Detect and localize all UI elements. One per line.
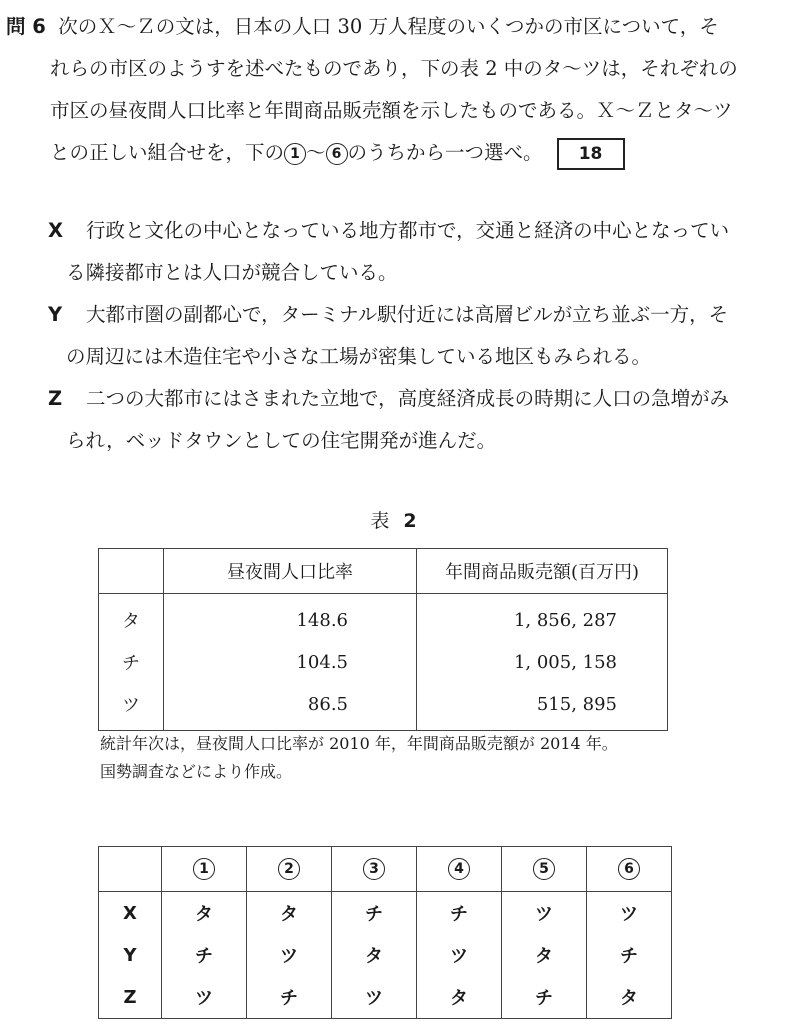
table-row [99,594,668,642]
question-block [6,6,776,174]
ratio-value: 148.6 [296,609,348,631]
table-note [100,730,618,786]
choice-cell: タ [417,976,502,1019]
option-number: 2 [278,858,300,880]
choice-cell: タ [162,892,247,935]
choice-cell: チ [247,976,332,1019]
statement-letter: Y [48,303,63,326]
statement-text-cont: られ，ベッドタウンとしての住宅開発が進んだ。 [66,429,497,452]
question-line-4 [6,132,776,174]
row-label: タ [99,594,164,642]
choice-cell: ツ [417,934,502,976]
choice-row-label: X [99,892,162,935]
statement-text-cont: る隣接都市とは人口が競合している。 [66,261,398,284]
table-header-row [99,549,668,594]
question-line-3: 市区の昼夜間人口比率と年間商品販売額を示したものである。Ｘ～Ｚとタ～ツ [50,99,733,122]
option-number: 5 [533,858,555,880]
choice-cell: タ [247,892,332,935]
choice-cell: チ [332,892,417,935]
ratio-value: 86.5 [307,693,348,715]
table-caption-number: 2 [403,510,417,532]
statement-y [48,294,778,378]
choices-row-z [99,976,672,1019]
option-number: 4 [448,858,470,880]
choice-cell: チ [587,934,672,976]
statement-z [48,378,778,462]
question-label: 問 6 [6,15,46,38]
ratio-value: 104.5 [296,651,348,673]
table-caption-prefix: 表 [370,510,404,532]
table-note-line-1: 統計年次は，昼夜間人口比率が 2010 年，年間商品販売額が 2014 年。 [100,734,618,753]
choice-cell: ツ [247,934,332,976]
choice-cell: タ [502,934,587,976]
option-number: 6 [618,858,640,880]
choice-row-label: Z [99,976,162,1019]
question-line-2: れらの市区のようすを述べたものであり，下の表 2 中のタ～ツは，それぞれの [50,57,738,80]
circled-number-end: 6 [326,143,348,165]
row-label: ツ [99,683,164,731]
statement-text: 行政と文化の中心となっている地方都市で，交通と経済の中心となってい [86,219,730,242]
statement-letter: X [48,219,64,242]
question-text-1: 次のＸ～Ｚの文は，日本の人口 30 万人程度のいくつかの市区について，そ [58,15,719,38]
table-corner-cell [99,549,164,594]
question-text-4a: との正しい組合せを，下の [50,141,285,164]
choice-cell: チ [502,976,587,1019]
sales-value: 1, 005, 158 [513,651,617,673]
choices-corner-cell [99,847,162,892]
choice-cell: タ [332,934,417,976]
row-label: チ [99,641,164,683]
option-number: 3 [363,858,385,880]
choice-row-label: Y [99,934,162,976]
choices-header-row [99,847,672,892]
column-header: 昼夜間人口比率 [164,549,417,594]
table-row [99,683,668,731]
statement-letter: Z [48,387,63,410]
sales-value: 515, 895 [536,693,617,715]
table-note-line-2: 国勢調査などにより作成。 [100,762,293,781]
choices-row-y [99,934,672,976]
choice-cell: チ [417,892,502,935]
table-row [99,641,668,683]
option-number: 1 [193,858,215,880]
statement-text: 二つの大都市にはさまれた立地で，高度経済成長の時期に人口の急増がみ [86,387,730,410]
answer-choices-table [98,846,672,1019]
range-separator: ～ [306,141,326,164]
question-line-1 [6,6,776,48]
choice-cell: ツ [502,892,587,935]
sales-value: 1, 856, 287 [513,609,617,631]
choices-row-x [99,892,672,935]
answer-number-box: 18 [557,138,625,170]
data-table [98,548,668,731]
statement-text-cont: の周辺には木造住宅や小さな工場が密集している地区もみられる。 [66,345,652,368]
circled-number-start: 1 [284,143,306,165]
question-text-4b: のうちから一つ選べ。 [347,141,543,164]
choice-cell: ツ [332,976,417,1019]
choice-cell: ツ [162,976,247,1019]
choice-cell: チ [162,934,247,976]
choice-cell: タ [587,976,672,1019]
table-caption [0,506,787,533]
column-header: 年間商品販売額(百万円) [417,549,668,594]
choice-cell: ツ [587,892,672,935]
statement-text: 大都市圏の副都心で，ターミナル駅付近には高層ビルが立ち並ぶ一方，そ [86,303,729,326]
statement-x [48,210,778,294]
statement-list [48,210,778,462]
